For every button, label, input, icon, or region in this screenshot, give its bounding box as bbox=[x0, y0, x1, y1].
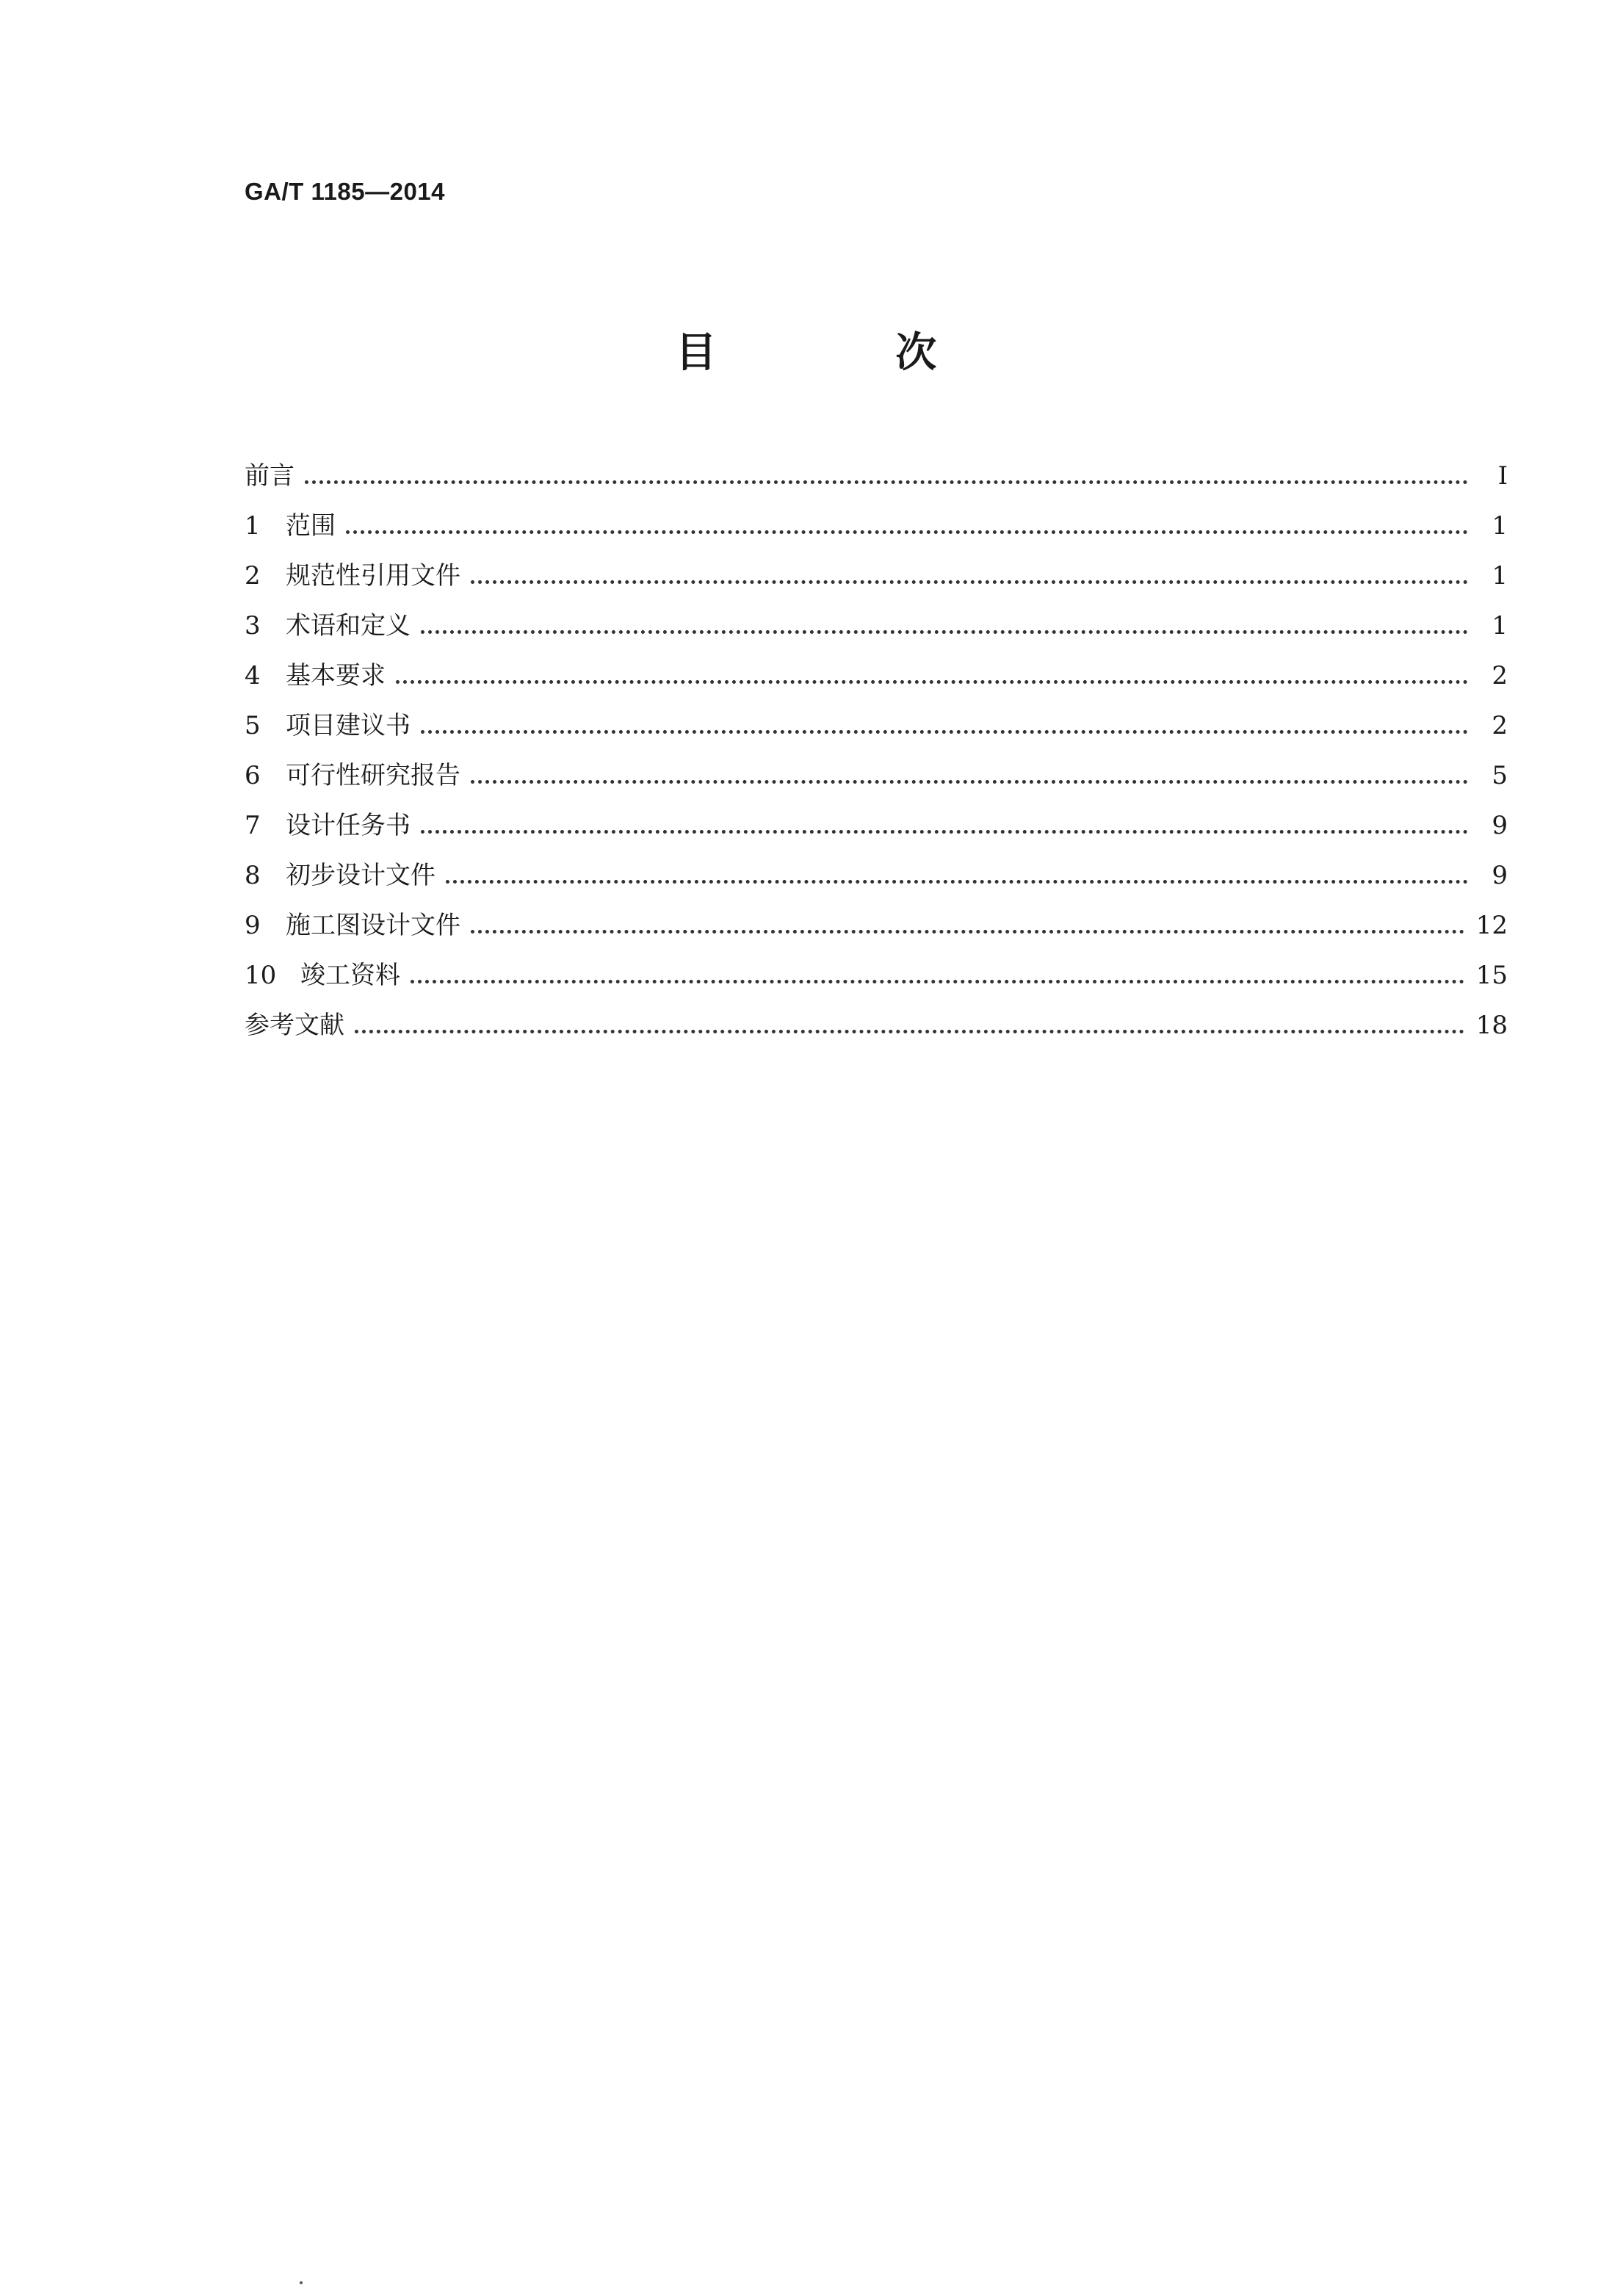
toc-entry[interactable] bbox=[245, 755, 1508, 805]
toc-leader-dots bbox=[355, 1030, 1464, 1033]
toc-entry-title: 竣工资料 bbox=[300, 961, 400, 990]
toc-entry-number: 2 bbox=[245, 561, 261, 591]
toc-heading: 目 次 bbox=[675, 329, 1019, 377]
toc-entry[interactable] bbox=[245, 1005, 1508, 1055]
toc-leader-dots bbox=[471, 930, 1464, 934]
toc-entry-number: 8 bbox=[245, 861, 261, 890]
table-of-contents bbox=[245, 455, 1508, 1055]
toc-entry-page: 1 bbox=[1492, 511, 1508, 541]
toc-leader-dots bbox=[471, 580, 1468, 584]
toc-entry[interactable] bbox=[245, 905, 1508, 955]
toc-entry-title: 范围 bbox=[286, 511, 336, 541]
toc-entry[interactable] bbox=[245, 555, 1508, 605]
toc-leader-dots bbox=[471, 780, 1468, 784]
toc-entry[interactable] bbox=[245, 505, 1508, 555]
toc-entry[interactable] bbox=[245, 955, 1508, 1005]
toc-leader-dots bbox=[411, 980, 1464, 983]
toc-entry-page: I bbox=[1497, 461, 1508, 491]
toc-entry-title: 参考文献 bbox=[245, 1011, 344, 1040]
toc-entry-number: 5 bbox=[245, 711, 261, 740]
toc-leader-dots bbox=[396, 680, 1468, 684]
toc-entry-title: 施工图设计文件 bbox=[286, 911, 460, 940]
toc-entry-page: 18 bbox=[1475, 1011, 1508, 1040]
toc-entry-page: 9 bbox=[1492, 811, 1508, 840]
toc-leader-dots bbox=[421, 730, 1468, 734]
toc-entry-page: 5 bbox=[1492, 761, 1508, 790]
toc-entry-number: 10 bbox=[245, 961, 277, 990]
toc-entry-number: 6 bbox=[245, 761, 261, 790]
toc-entry-title: 可行性研究报告 bbox=[286, 761, 460, 790]
toc-entry[interactable] bbox=[245, 655, 1508, 705]
toc-leader-dots bbox=[421, 830, 1468, 834]
toc-entry-title: 术语和定义 bbox=[286, 611, 411, 640]
toc-entry-title: 规范性引用文件 bbox=[286, 561, 460, 591]
toc-entry-number: 9 bbox=[245, 911, 261, 940]
toc-entry-title: 项目建议书 bbox=[286, 711, 411, 740]
toc-leader-dots bbox=[346, 530, 1468, 534]
toc-entry-title: 设计任务书 bbox=[286, 811, 411, 840]
toc-entry-title: 基本要求 bbox=[286, 661, 386, 690]
toc-entry-page: 9 bbox=[1492, 861, 1508, 890]
document-code: GA/T 1185—2014 bbox=[245, 178, 445, 205]
toc-entry-page: 2 bbox=[1492, 711, 1508, 740]
toc-entry-page: 1 bbox=[1492, 561, 1508, 591]
toc-entry-number: 7 bbox=[245, 811, 261, 840]
toc-entry-page: 12 bbox=[1475, 911, 1508, 940]
toc-entry[interactable] bbox=[245, 455, 1508, 505]
toc-entry-number: 3 bbox=[245, 611, 261, 640]
toc-entry[interactable] bbox=[245, 855, 1508, 905]
toc-entry-number: 1 bbox=[245, 511, 261, 541]
toc-leader-dots bbox=[421, 630, 1468, 634]
toc-entry-page: 1 bbox=[1492, 611, 1508, 640]
toc-entry-title: 前言 bbox=[245, 461, 294, 491]
toc-entry[interactable] bbox=[245, 705, 1508, 755]
scan-speck bbox=[300, 2281, 303, 2284]
toc-entry-page: 15 bbox=[1475, 961, 1508, 990]
toc-leader-dots bbox=[446, 880, 1468, 884]
toc-leader-dots bbox=[305, 480, 1468, 484]
toc-entry[interactable] bbox=[245, 805, 1508, 855]
toc-entry-number: 4 bbox=[245, 661, 261, 690]
toc-entry-title: 初步设计文件 bbox=[286, 861, 435, 890]
toc-entry[interactable] bbox=[245, 605, 1508, 655]
toc-entry-page: 2 bbox=[1492, 661, 1508, 690]
